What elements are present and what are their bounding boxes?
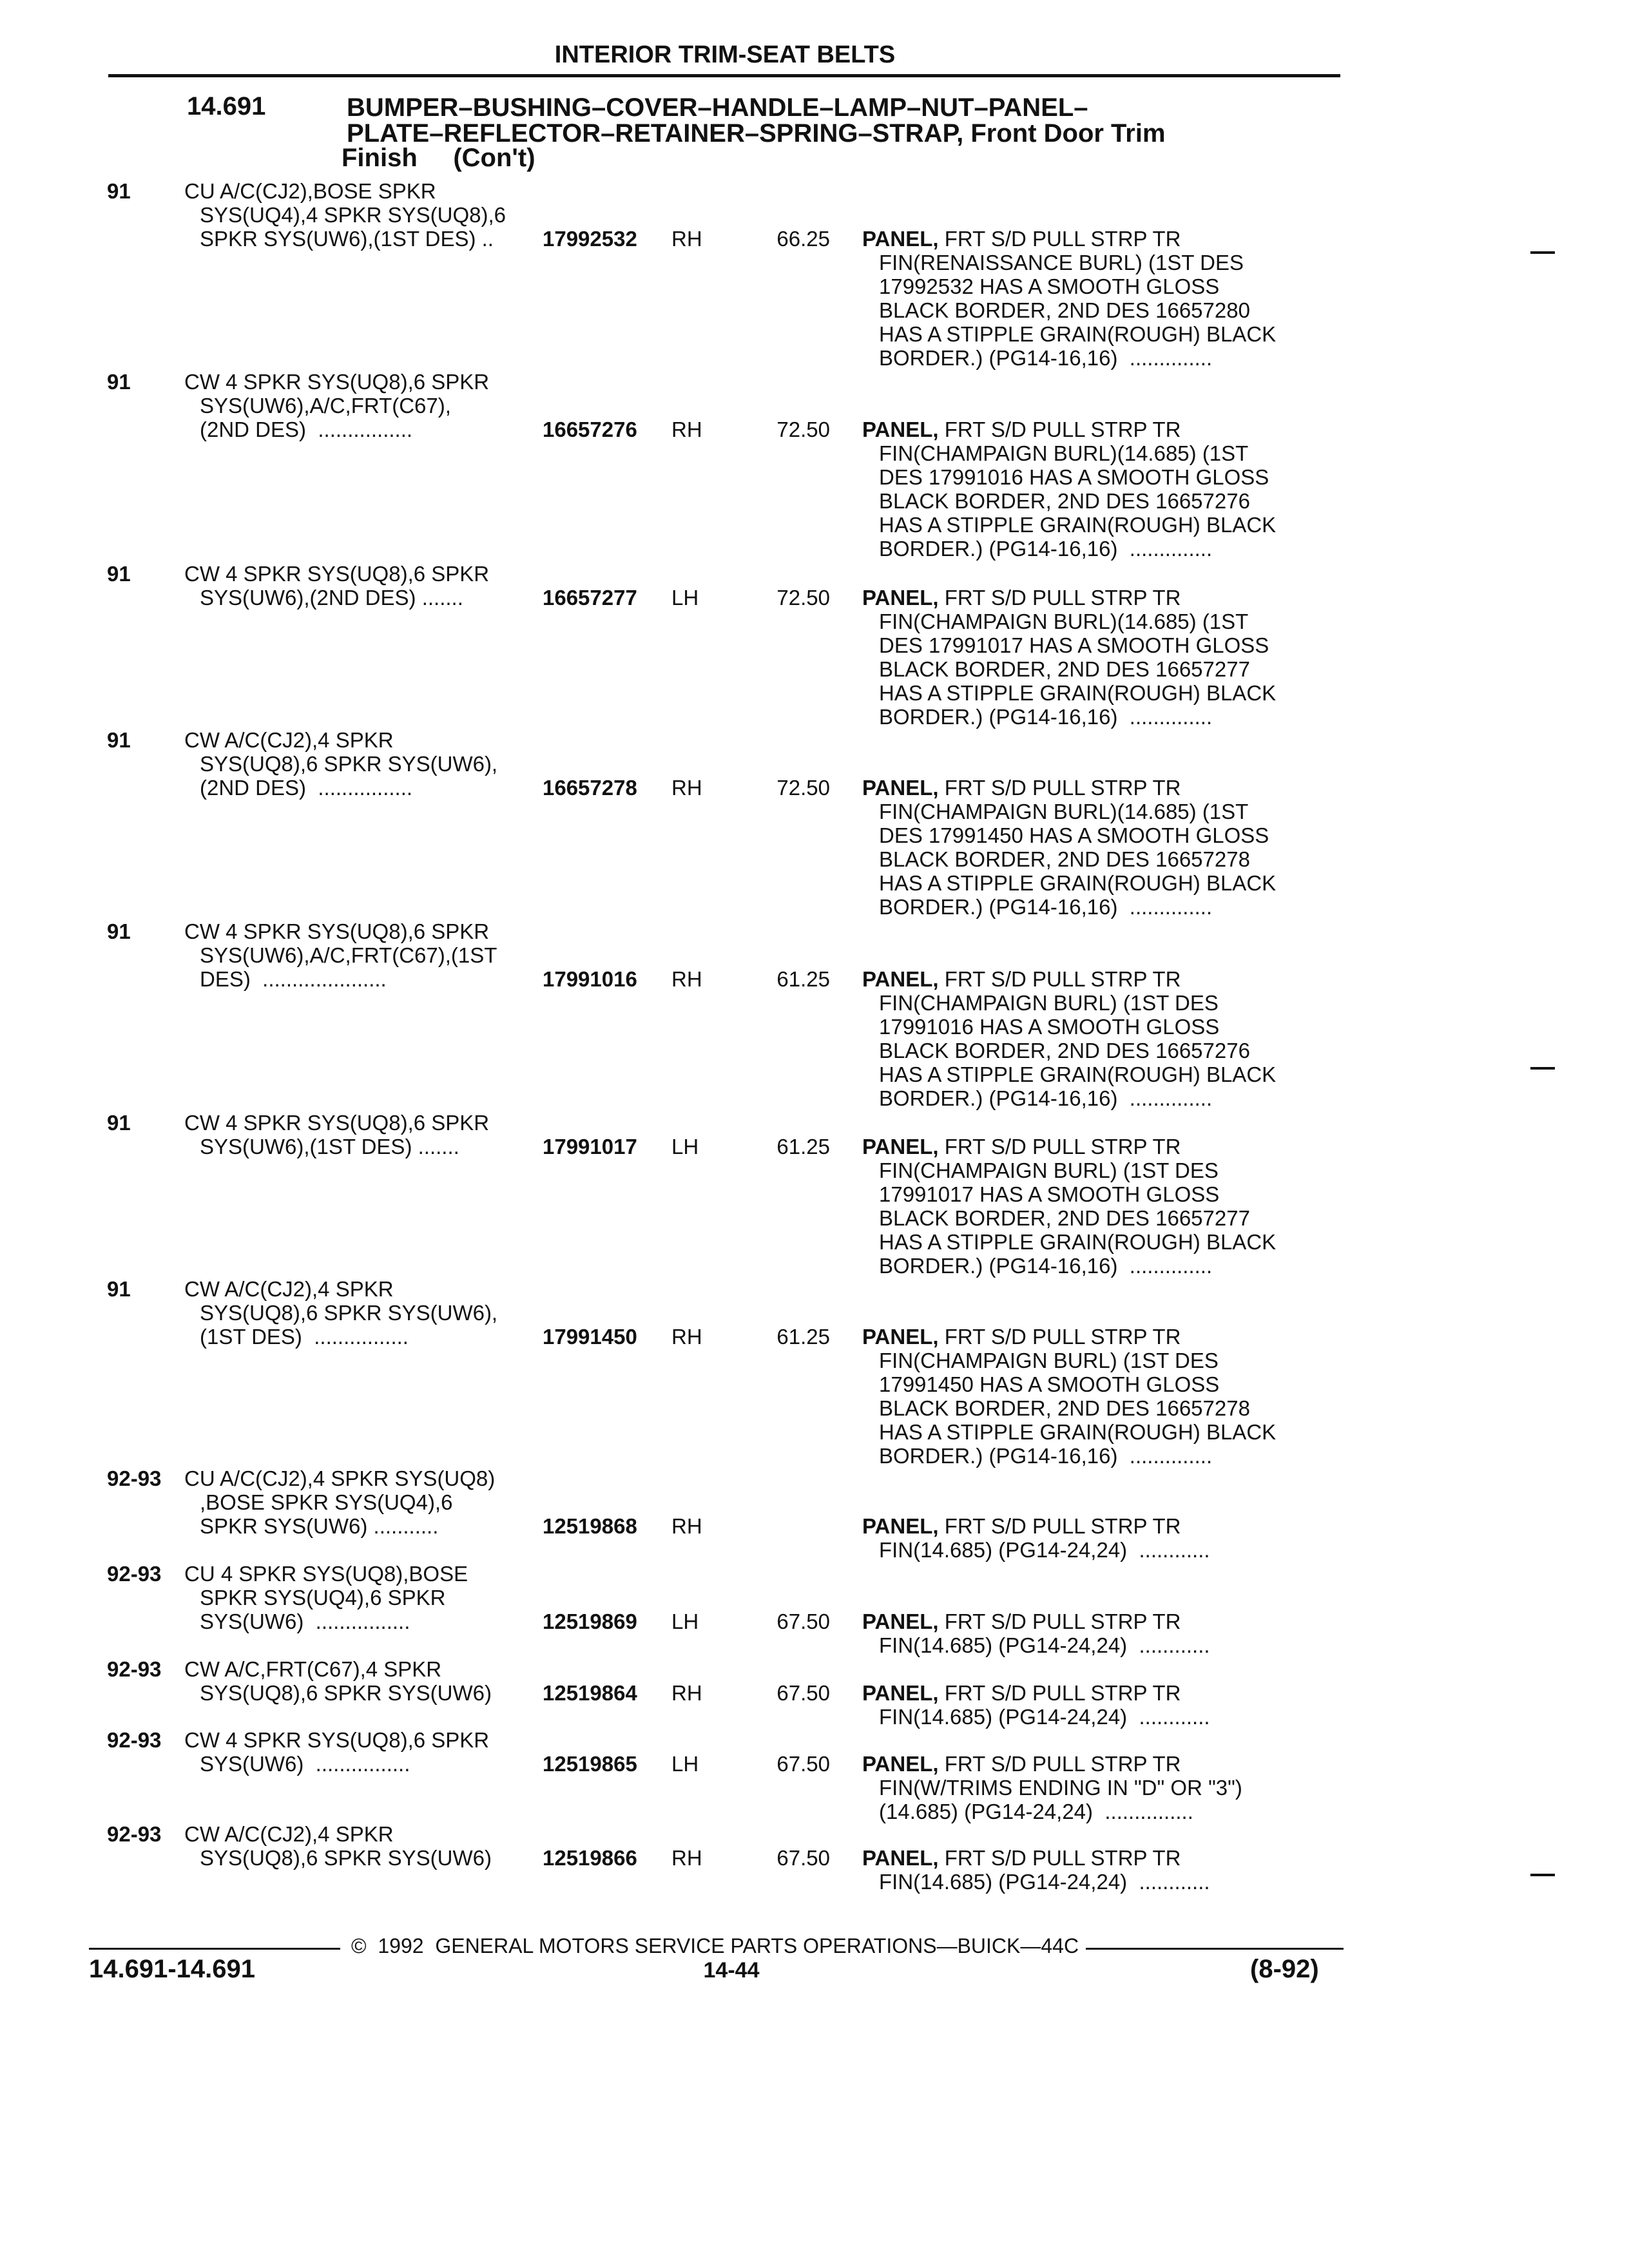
part-name-keyword: PANEL, [862,1325,939,1349]
description-line: CU A/C(CJ2),BOSE SPKR [184,179,436,203]
description-line: CW A/C(CJ2),4 SPKR [184,728,394,752]
description-line: CW 4 SPKR SYS(UQ8),6 SPKR [184,919,490,943]
part-name-keyword: PANEL, [862,1514,939,1538]
description-line: CU 4 SPKR SYS(UQ8),BOSE [184,1562,468,1586]
group-number: 14.691 [187,92,266,120]
description-line: SYS(UQ8),6 SPKR SYS(UW6) [200,1846,492,1870]
description-line: CW 4 SPKR SYS(UQ8),6 SPKR [184,1728,490,1752]
part-number: 17991450 [543,1325,637,1349]
part-name-keyword: PANEL, [862,776,939,800]
price: 72.50 [776,418,830,441]
part-note [862,1514,1210,1562]
model-year: 91 [107,370,131,394]
note-line: FRT S/D PULL STRP TR [938,776,1181,800]
note-line: HAS A STIPPLE GRAIN(ROUGH) BLACK [879,681,1277,705]
part-number: 16657276 [543,418,637,441]
description-line: SYS(UQ8),6 SPKR SYS(UW6) [200,1681,492,1705]
application-description [184,919,497,991]
price: 67.50 [776,1681,830,1705]
description-line: SYS(UQ4),4 SPKR SYS(UQ8),6 [200,203,506,227]
note-line: FRT S/D PULL STRP TR [938,1325,1181,1349]
note-line: BLACK BORDER, 2ND DES 16657280 [879,298,1250,322]
application-description [184,1111,489,1158]
part-number: 17992532 [543,227,637,251]
description-line: CU A/C(CJ2),4 SPKR SYS(UQ8) [184,1466,496,1490]
description-line: CW A/C,FRT(C67),4 SPKR [184,1657,442,1681]
section-title: INTERIOR TRIM-SEAT BELTS [554,41,896,68]
application-description [184,370,489,441]
part-note [862,227,1276,370]
group-range: 14.691-14.691 [89,1955,256,1983]
description-line: CW A/C(CJ2),4 SPKR [184,1277,394,1301]
note-line: BORDER.) (PG14-16,16) .............. [879,537,1213,561]
note-line: BLACK BORDER, 2ND DES 16657277 [879,1206,1250,1230]
part-name-keyword: PANEL, [862,967,939,991]
side: LH [671,1610,699,1633]
note-line: DES 17991450 HAS A SMOOTH GLOSS [879,823,1269,847]
description-line: SYS(UW6),A/C,FRT(C67), [200,394,451,418]
application-description [184,728,497,800]
page-number: 14-44 [703,1958,760,1983]
model-year: 92-93 [107,1466,162,1490]
footer-rule-right [1086,1948,1344,1950]
part-note [862,586,1276,729]
copyright-notice: © 1992 GENERAL MOTORS SERVICE PARTS OPERATIONS—BUICK—44C [351,1934,1079,1957]
note-line: FIN(CHAMPAIGN BURL) (1ST DES [879,991,1219,1015]
note-line: FRT S/D PULL STRP TR [938,1752,1181,1776]
part-note [862,418,1276,561]
group-heading-line-2: PLATE–REFLECTOR–RETAINER–SPRING–STRAP, Front Door Trim [347,119,1166,148]
application-description [184,562,489,610]
side: LH [671,1752,699,1776]
note-line: FIN(RENAISSANCE BURL) (1ST DES [879,251,1244,274]
model-year: 91 [107,1277,131,1301]
part-name-keyword: PANEL, [862,1752,939,1776]
note-line: DES 17991016 HAS A SMOOTH GLOSS [879,465,1269,489]
note-line: (14.685) (PG14-24,24) ............... [879,1800,1193,1823]
side: RH [671,1514,702,1538]
part-note [862,1325,1276,1468]
note-line: BORDER.) (PG14-16,16) .............. [879,895,1213,919]
note-line: FIN(CHAMPAIGN BURL)(14.685) (1ST [879,441,1249,465]
description-line: SPKR SYS(UW6),(1ST DES) .. [200,227,494,251]
description-line: SYS(UW6),A/C,FRT(C67),(1ST [200,943,497,967]
note-line: DES 17991017 HAS A SMOOTH GLOSS [879,633,1269,657]
price: 72.50 [776,586,830,610]
part-note [862,1846,1210,1894]
price: 61.25 [776,1325,830,1349]
description-line: SYS(UW6) ................ [200,1752,410,1776]
note-line: BORDER.) (PG14-16,16) .............. [879,705,1213,729]
note-line: FIN(14.685) (PG14-24,24) ............ [879,1633,1210,1657]
note-line: 17991017 HAS A SMOOTH GLOSS [879,1182,1220,1206]
top-rule [108,74,1340,77]
part-number: 12519866 [543,1846,637,1870]
note-line: BLACK BORDER, 2ND DES 16657276 [879,1039,1250,1062]
price: 61.25 [776,1135,830,1158]
price: 66.25 [776,227,830,251]
note-line: FRT S/D PULL STRP TR [938,586,1181,610]
group-heading-line-3: Finish (Con't) [342,144,535,172]
footer-rule-left [89,1948,340,1950]
note-line: HAS A STIPPLE GRAIN(ROUGH) BLACK [879,1062,1277,1086]
part-number: 16657278 [543,776,637,800]
description-line: SYS(UW6) ................ [200,1610,410,1633]
part-note [862,1752,1242,1823]
model-year: 91 [107,562,131,586]
note-line: HAS A STIPPLE GRAIN(ROUGH) BLACK [879,322,1277,346]
note-line: FRT S/D PULL STRP TR [938,1514,1181,1538]
note-line: FRT S/D PULL STRP TR [938,1135,1181,1158]
price: 61.25 [776,967,830,991]
description-line: (2ND DES) ................ [200,776,413,800]
part-name-keyword: PANEL, [862,1135,939,1158]
side: RH [671,1325,702,1349]
application-description [184,1728,489,1776]
part-name-keyword: PANEL, [862,1681,939,1705]
note-line: FIN(14.685) (PG14-24,24) ............ [879,1870,1210,1894]
note-line: FRT S/D PULL STRP TR [938,1610,1181,1633]
part-number: 17991017 [543,1135,637,1158]
description-line: SYS(UQ8),6 SPKR SYS(UW6), [200,752,498,776]
price: 67.50 [776,1610,830,1633]
description-line: SYS(UW6),(1ST DES) ....... [200,1135,459,1158]
part-note [862,1610,1210,1657]
part-name-keyword: PANEL, [862,227,939,251]
model-year: 92-93 [107,1657,162,1681]
note-line: FRT S/D PULL STRP TR [938,418,1181,441]
margin-tick-mark [1530,251,1555,254]
description-line: ,BOSE SPKR SYS(UQ4),6 [200,1490,453,1514]
description-line: (1ST DES) ................ [200,1325,409,1349]
model-year: 92-93 [107,1562,162,1586]
note-line: FIN(CHAMPAIGN BURL) (1ST DES [879,1349,1219,1372]
margin-tick-mark [1530,1874,1555,1876]
application-description [184,179,506,251]
note-line: FRT S/D PULL STRP TR [938,227,1181,251]
model-year: 91 [107,728,131,752]
note-line: FIN(14.685) (PG14-24,24) ............ [879,1538,1210,1562]
application-description [184,1466,495,1538]
model-year: 92-93 [107,1728,162,1752]
description-line: SYS(UW6),(2ND DES) ....... [200,586,463,610]
description-line: CW 4 SPKR SYS(UQ8),6 SPKR [184,1111,490,1135]
note-line: FIN(CHAMPAIGN BURL) (1ST DES [879,1158,1219,1182]
note-line: HAS A STIPPLE GRAIN(ROUGH) BLACK [879,1420,1277,1444]
price: 67.50 [776,1752,830,1776]
part-note [862,1135,1276,1278]
note-line: FIN(CHAMPAIGN BURL)(14.685) (1ST [879,610,1249,633]
description-line: DES) ..................... [200,967,387,991]
part-number: 12519864 [543,1681,637,1705]
note-line: HAS A STIPPLE GRAIN(ROUGH) BLACK [879,871,1277,895]
note-line: HAS A STIPPLE GRAIN(ROUGH) BLACK [879,1230,1277,1254]
note-line: FIN(CHAMPAIGN BURL)(14.685) (1ST [879,800,1249,823]
part-number: 12519869 [543,1610,637,1633]
note-line: FIN(W/TRIMS ENDING IN "D" OR "3") [879,1776,1242,1800]
model-year: 91 [107,919,131,943]
part-name-keyword: PANEL, [862,1610,939,1633]
price: 72.50 [776,776,830,800]
side: RH [671,776,702,800]
part-note [862,776,1276,919]
note-line: BORDER.) (PG14-16,16) .............. [879,346,1213,370]
part-number: 17991016 [543,967,637,991]
revision-date: (8-92) [1250,1955,1319,1983]
note-line: BLACK BORDER, 2ND DES 16657278 [879,1396,1250,1420]
side: RH [671,967,702,991]
note-line: FRT S/D PULL STRP TR [938,1681,1181,1705]
description-line: CW 4 SPKR SYS(UQ8),6 SPKR [184,370,490,394]
application-description [184,1562,468,1633]
part-number: 12519868 [543,1514,637,1538]
side: RH [671,1681,702,1705]
part-name-keyword: PANEL, [862,586,939,610]
note-line: FIN(14.685) (PG14-24,24) ............ [879,1705,1210,1729]
part-number: 16657277 [543,586,637,610]
part-note [862,967,1276,1110]
part-note [862,1681,1210,1729]
side: RH [671,1846,702,1870]
note-line: BORDER.) (PG14-16,16) .............. [879,1444,1213,1468]
model-year: 92-93 [107,1822,162,1846]
application-description [184,1657,492,1705]
part-name-keyword: PANEL, [862,418,939,441]
note-line: 17991016 HAS A SMOOTH GLOSS [879,1015,1220,1039]
margin-tick-mark [1530,1067,1555,1070]
part-number: 12519865 [543,1752,637,1776]
description-line: CW 4 SPKR SYS(UQ8),6 SPKR [184,562,490,586]
note-line: BORDER.) (PG14-16,16) .............. [879,1254,1213,1278]
note-line: FRT S/D PULL STRP TR [938,967,1181,991]
note-line: FRT S/D PULL STRP TR [938,1846,1181,1870]
part-name-keyword: PANEL, [862,1846,939,1870]
note-line: HAS A STIPPLE GRAIN(ROUGH) BLACK [879,513,1277,537]
price: 67.50 [776,1846,830,1870]
side: LH [671,586,699,610]
note-line: BLACK BORDER, 2ND DES 16657278 [879,847,1250,871]
side: LH [671,1135,699,1158]
model-year: 91 [107,1111,131,1135]
description-line: SPKR SYS(UW6) ........... [200,1514,439,1538]
description-line: SYS(UQ8),6 SPKR SYS(UW6), [200,1301,498,1325]
side: RH [671,227,702,251]
description-line: SPKR SYS(UQ4),6 SPKR [200,1586,446,1610]
application-description [184,1277,497,1349]
note-line: BLACK BORDER, 2ND DES 16657276 [879,489,1250,513]
side: RH [671,418,702,441]
description-line: (2ND DES) ................ [200,418,413,441]
group-heading-line-1: BUMPER–BUSHING–COVER–HANDLE–LAMP–NUT–PANEL– [347,93,1088,122]
application-description [184,1822,492,1870]
note-line: 17992532 HAS A SMOOTH GLOSS [879,274,1220,298]
description-line: CW A/C(CJ2),4 SPKR [184,1822,394,1846]
note-line: BLACK BORDER, 2ND DES 16657277 [879,657,1250,681]
note-line: BORDER.) (PG14-16,16) .............. [879,1086,1213,1110]
model-year: 91 [107,179,131,203]
note-line: 17991450 HAS A SMOOTH GLOSS [879,1372,1220,1396]
